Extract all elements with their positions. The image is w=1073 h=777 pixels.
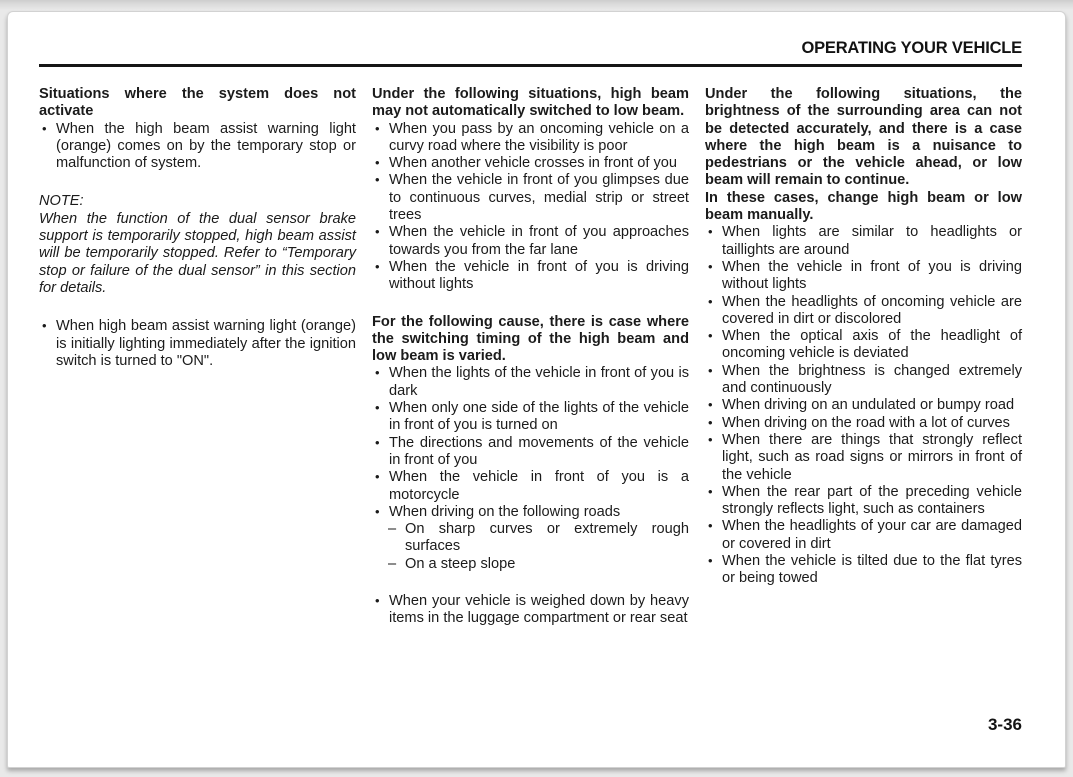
bullet-item: • When driving on the following roads	[372, 504, 689, 521]
column-1	[39, 86, 356, 628]
bullet-item: • When high beam assist warning light (orange) is initially lighting immediately after the ignition switch is turned to "ON".	[39, 318, 356, 370]
bullet-item: • When the vehicle in front of you approaches towards you from the far lane	[372, 224, 689, 259]
bullet-item: • When your vehicle is weighed down by heavy items in the luggage compartment or rear seat	[372, 593, 689, 628]
bullet-item: • When another vehicle crosses in front of you	[372, 155, 689, 172]
bullet-item: • When driving on an undulated or bumpy road	[705, 397, 1022, 414]
note-label: NOTE:	[39, 193, 84, 210]
header-rule-divider	[39, 64, 1022, 67]
manual-page	[7, 11, 1066, 768]
bullet-item: • When you pass by an oncoming vehicle on a curvy road where the visibility is poor	[372, 121, 689, 156]
bullet-item: • When the headlights of oncoming vehicle are covered in dirt or discolored	[705, 294, 1022, 329]
bullet-item: • When driving on the road with a lot of curves	[705, 415, 1022, 432]
bullet-item: • When the rear part of the preceding vehicle strongly reflects light, such as containers	[705, 484, 1022, 519]
section-heading: Under the following situations, the brightness of the surrounding area can not be detected accurately, and there is a case where the high beam is a nuisance to pedestrians or the vehicle ahead, or low beam will remain to continue.	[705, 86, 1022, 189]
section-heading: For the following cause, there is case where the switching timing of the high beam and low beam is varied.	[372, 313, 689, 365]
bullet-item: • When only one side of the lights of the vehicle in front of you is turned on	[372, 400, 689, 435]
bullet-item: • When the vehicle in front of you is driving without lights	[372, 259, 689, 294]
section-subheading: In these cases, change high beam or low beam manually.	[705, 189, 1022, 224]
bullet-item: • When the vehicle in front of you is a motorcycle	[372, 469, 689, 504]
bullet-item: • When the lights of the vehicle in front of you is dark	[372, 365, 689, 400]
bullet-item: • When the headlights of your car are damaged or covered in dirt	[705, 518, 1022, 553]
bullet-item: • When lights are similar to headlights or taillights are around	[705, 224, 1022, 259]
bullet-item: • The directions and movements of the vehicle in front of you	[372, 435, 689, 470]
bullet-item: • When the vehicle in front of you is driving without lights	[705, 259, 1022, 294]
section-heading: Situations where the system does not activate	[39, 86, 356, 120]
column-3	[705, 86, 1022, 628]
note-body: When the function of the dual sensor brake support is temporarily stopped, high beam assist will be temporarily stopped. Refer to “Temporary stop or failure of the dual sensor” in this section for details.	[39, 210, 356, 296]
column-2	[372, 86, 689, 628]
page-number: 3-36	[987, 715, 1022, 734]
bullet-item: • When the vehicle in front of you glimpses due to continuous curves, medial strip or street trees	[372, 172, 689, 224]
sub-dash-item: – On a steep slope	[372, 556, 689, 573]
bullet-item: • When the brightness is changed extremely and continuously	[705, 363, 1022, 398]
bullet-item: • When there are things that strongly reflect light, such as road signs or mirrors in front of the vehicle	[705, 432, 1022, 484]
sub-dash-item: – On sharp curves or extremely rough surfaces	[372, 521, 689, 556]
bullet-item: • When the optical axis of the headlight of oncoming vehicle is deviated	[705, 328, 1022, 363]
bullet-item: • When the vehicle is tilted due to the flat tyres or being towed	[705, 553, 1022, 588]
section-heading: Under the following situations, high beam may not automatically switched to low beam.	[372, 86, 689, 120]
bullet-item: • When the high beam assist warning light (orange) comes on by the temporary stop or malfunction of system.	[39, 121, 356, 173]
page-header-title: OPERATING YOUR VEHICLE	[801, 39, 1022, 57]
content-columns	[39, 86, 1022, 628]
